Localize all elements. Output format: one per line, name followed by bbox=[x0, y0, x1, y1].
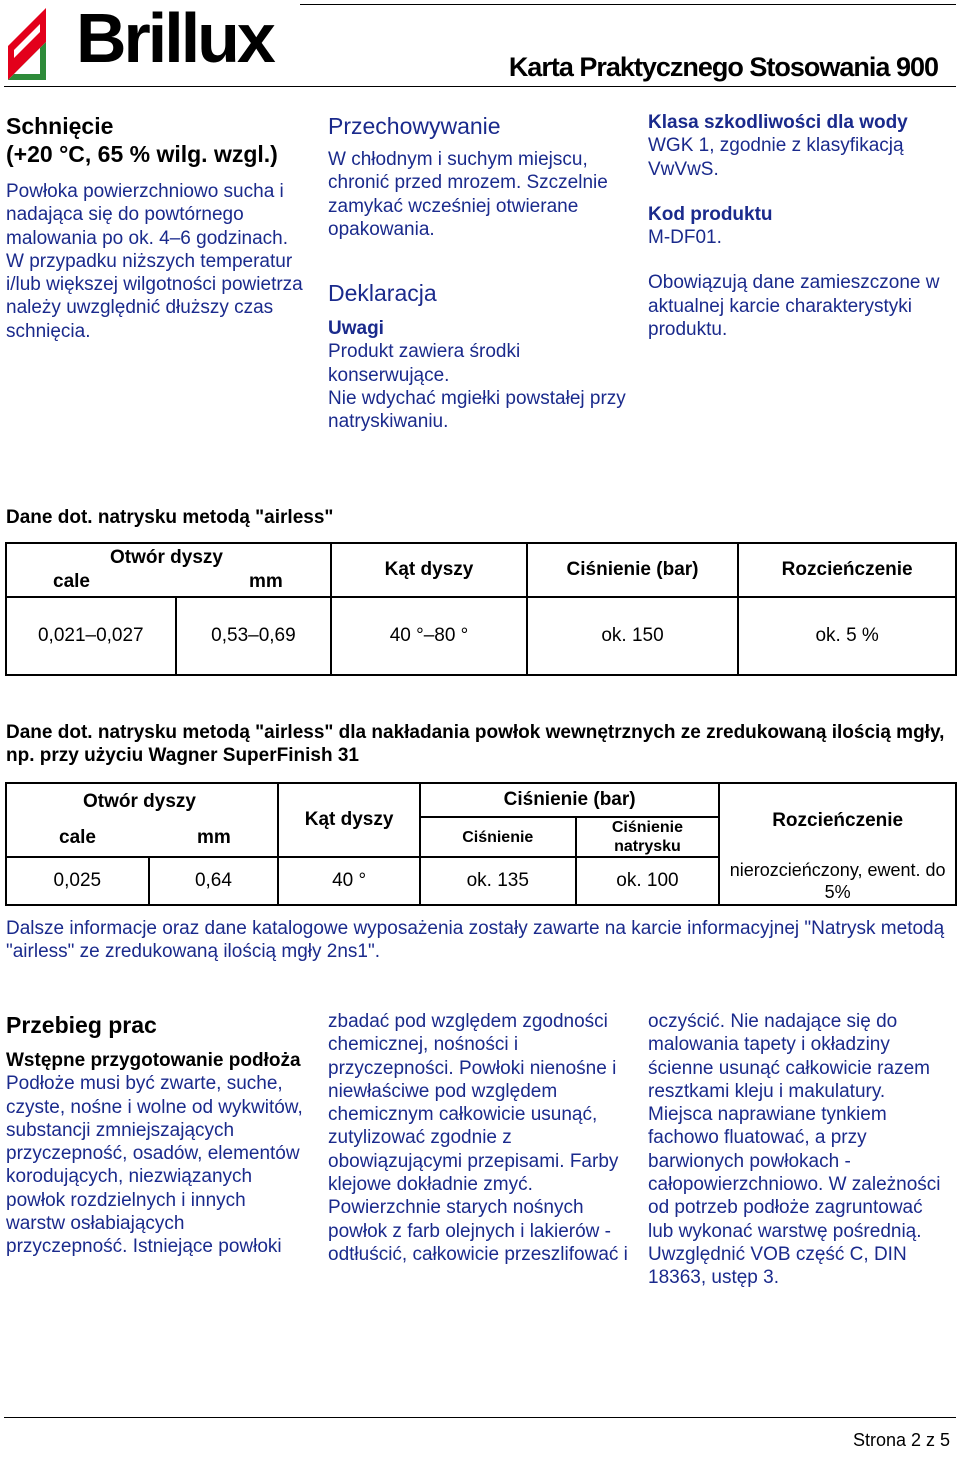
prep-text-2: zbadać pod względem zgodności chemicznej, nośności i przyczepności. Powłoki nienośne i niewłaściwe pod względem chemicznym całkowicie usunąć, zutylizować zgodnie z obowiązującymi przepisami. Farby klejowe dokładnie zmyć. Powierzchnie starych nośnych powłok z farb olejnych i lakierów -odtłuścić, całkowicie przeszlifować i bbox=[328, 1011, 628, 1265]
reduced-mist-table bbox=[5, 782, 957, 906]
dilution-header: Rozcieńczenie bbox=[738, 543, 956, 597]
page-number: Strona 2 z 5 bbox=[852, 1430, 950, 1450]
angle-header: Kąt dyszy bbox=[331, 543, 527, 597]
prep-text-3: oczyścić. Nie nadające się do malowania tapety i okładziny ścienne usunąć całkowicie razem resztkami kleju i makulatury. Miejsca naprawiane tynkiem fachowo fluatować, a przy barwionych powłokach - całopowierzchniowo. W zależności od potrzeb podłoże zagruntować lub wykonać warstwę pośrednią. Uwzględnić VOB część C, DIN 18363, ustęp 3. bbox=[648, 1011, 941, 1289]
row2-spray-pressure: ok. 100 bbox=[576, 857, 720, 905]
spray-pressure-line1: Ciśnienie bbox=[611, 819, 684, 836]
notes-text-1: Produkt zawiera środki konserwujące. bbox=[328, 341, 521, 386]
mm-header: mm bbox=[249, 571, 283, 592]
water-class-label: Klasa szkodliwości dla wody bbox=[648, 112, 908, 133]
row2-pressure: ok. 135 bbox=[420, 857, 576, 905]
table1-title: Dane dot. natrysku metodą "airless" bbox=[6, 507, 334, 528]
brand-name: Brillux bbox=[76, 0, 273, 77]
spray-pressure-header bbox=[576, 817, 720, 857]
spray-pressure-line2: natrysku bbox=[614, 838, 681, 855]
angle-header-2: Kąt dyszy bbox=[278, 783, 420, 857]
logo-mark-icon bbox=[6, 6, 76, 82]
row-dilution: ok. 5 % bbox=[738, 597, 956, 675]
prep-text-1: Podłoże musi być zwarte, suche, czyste, nośne i wolne od wykwitów, substancji zmniejszających przyczepność, osadów, elementów korodujących, niezwiązanych powłok rozdzielnych i innych warstw osłabiających przyczepność. Istniejące powłoki bbox=[6, 1073, 303, 1258]
pressure-sub-header: Ciśnienie bbox=[420, 817, 576, 857]
pressure-header: Ciśnienie (bar) bbox=[527, 543, 739, 597]
airless-table bbox=[5, 542, 957, 676]
drying-text: Powłoka powierzchniowo sucha i nadająca się do powtórnego malowania po ok. 4–6 godzinach. W przypadku niższych temperatur i/lub większej wilgotności powietrza należy uwzględnić dłuższy czas schnięcia. bbox=[6, 181, 303, 342]
row2-cale: 0,025 bbox=[6, 857, 149, 905]
storage-text: W chłodnym i suchym miejscu, chronić przed mrozem. Szczelnie zamykać wcześniej otwierane opakowania. bbox=[328, 149, 608, 240]
drying-heading: Schnięcie bbox=[6, 113, 114, 139]
nozzle-header-cell bbox=[6, 543, 331, 597]
process-col1 bbox=[6, 1011, 306, 1259]
document-title: Karta Praktycznego Stosowania 900 bbox=[508, 52, 938, 82]
process-col2 bbox=[328, 1010, 628, 1266]
declaration-heading: Deklaracja bbox=[328, 280, 437, 307]
product-code-value: M-DF01. bbox=[648, 227, 722, 249]
dilution-header-2: Rozcieńczenie bbox=[719, 783, 956, 857]
mm-header-2: mm bbox=[197, 827, 231, 848]
row-mm: 0,53–0,69 bbox=[176, 597, 332, 675]
brillux-logo bbox=[6, 0, 278, 82]
product-code-label: Kod produktu bbox=[648, 203, 773, 225]
row-angle: 40 °–80 ° bbox=[331, 597, 527, 675]
storage-section bbox=[328, 112, 628, 434]
storage-heading: Przechowywanie bbox=[328, 113, 501, 139]
table2-title: Dane dot. natrysku metodą "airless" dla nakładania powłok wewnętrznych ze zredukowaną ilością mgły, np. przy użyciu Wagner SuperFinish 31 bbox=[6, 722, 945, 766]
nozzle-header-2: Otwór dyszy bbox=[83, 791, 196, 812]
row2-dilution: nierozcieńczony, ewent. do 5% bbox=[719, 857, 956, 905]
cale-header-2: cale bbox=[59, 827, 96, 848]
pressure-header-2: Ciśnienie (bar) bbox=[420, 783, 719, 817]
nozzle-header-cell-2 bbox=[6, 783, 278, 857]
table2-footnote: Dalsze informacje oraz dane katalogowe wyposażenia zostały zawarte na karcie informacyjnej "Natrysk metodą "airless" ze zredukowaną ilością mgły 2ns1". bbox=[6, 918, 945, 963]
sds-note: Obowiązują dane zamieszczone w aktualnej karcie charakterystyki produktu. bbox=[648, 272, 940, 341]
process-col3 bbox=[648, 1010, 948, 1290]
cale-header: cale bbox=[53, 571, 90, 592]
top-rule bbox=[300, 4, 956, 5]
row2-angle: 40 ° bbox=[278, 857, 420, 905]
nozzle-header: Otwór dyszy bbox=[110, 547, 223, 568]
row-cale: 0,021–0,027 bbox=[6, 597, 176, 675]
header-rule bbox=[4, 86, 956, 87]
notes-label: Uwagi bbox=[328, 318, 384, 340]
prep-subheading: Wstępne przygotowanie podłoża bbox=[6, 1050, 301, 1071]
process-heading: Przebieg prac bbox=[6, 1012, 157, 1038]
classification-section bbox=[648, 111, 948, 341]
notes-text-2: Nie wdychać mgiełki powstałej przy natryskiwaniu. bbox=[328, 388, 626, 433]
water-class-text: WGK 1, zgodnie z klasyfikacją VwVwS. bbox=[648, 135, 904, 180]
row-pressure: ok. 150 bbox=[527, 597, 739, 675]
drying-section bbox=[6, 112, 306, 343]
drying-conditions: (+20 °C, 65 % wilg. wzgl.) bbox=[6, 141, 278, 167]
footer-rule bbox=[4, 1417, 956, 1418]
row2-mm: 0,64 bbox=[149, 857, 279, 905]
